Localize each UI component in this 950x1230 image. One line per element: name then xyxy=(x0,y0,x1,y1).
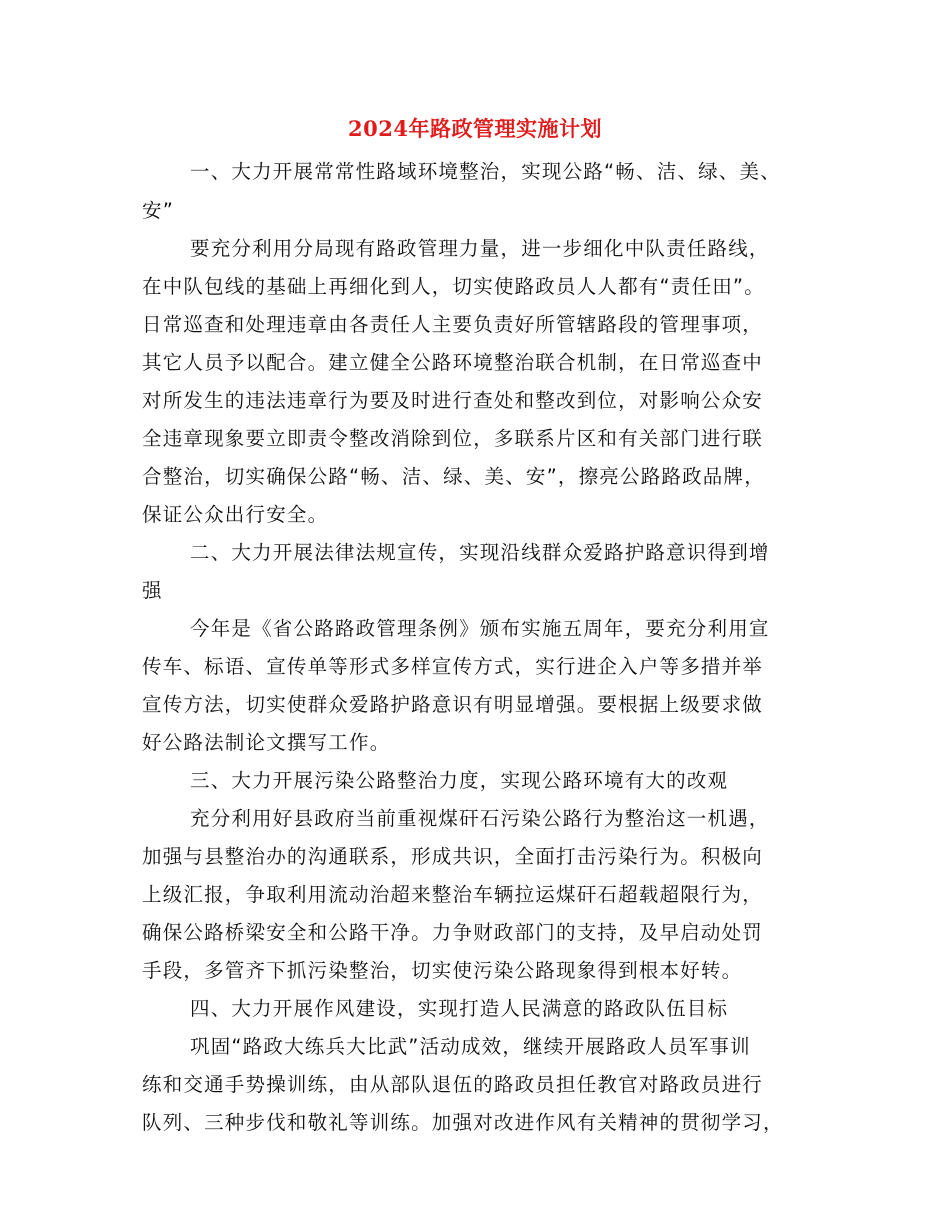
paragraph-line: 保证公众出行安全。 xyxy=(142,503,329,526)
paragraph-line: 传车、标语、宣传单等形式多样宣传方式，实行进企入户等多措并举 xyxy=(142,655,764,678)
paragraph-line: 今年是《省公路路政管理条例》颁布实施五周年，要充分利用宣 xyxy=(190,617,770,640)
paragraph-line: 日常巡查和处理违章由各责任人主要负责好所管辖路段的管理事项， xyxy=(142,313,764,336)
paragraph-line: 好公路法制论文撰写工作。 xyxy=(142,731,391,754)
paragraph-line: 在中队包线的基础上再细化到人，切实使路政员人人都有“责任田”。 xyxy=(142,275,765,298)
section-heading-3: 三、大力开展污染公路整治力度，实现公路环境有大的改观 xyxy=(190,769,729,792)
section-heading-4: 四、大力开展作风建设，实现打造人民满意的路政队伍目标 xyxy=(190,997,729,1020)
paragraph-line: 练和交通手势操训练，由从部队退伍的路政员担任教官对路政员进行 xyxy=(142,1073,764,1096)
paragraph-line: 宣传方法，切实使群众爱路护路意识有明显增强。要根据上级要求做 xyxy=(142,693,764,716)
paragraph-line: 其它人员予以配合。建立健全公路环境整治联合机制，在日常巡查中 xyxy=(142,351,764,374)
paragraph-line: 全违章现象要立即责令整改消除到位，多联系片区和有关部门进行联 xyxy=(142,427,764,450)
paragraph-line: 要充分利用分局现有路政管理力量，进一步细化中队责任路线， xyxy=(190,237,770,260)
paragraph-line: 上级汇报，争取利用流动治超来整治车辆拉运煤矸石超载超限行为， xyxy=(142,883,764,906)
paragraph-line: 手段，多管齐下抓污染整治，切实使污染公路现象得到根本好转。 xyxy=(142,959,743,982)
paragraph-line: 充分利用好县政府当前重视煤矸石污染公路行为整治这一机遇， xyxy=(190,807,770,830)
paragraph-line: 确保公路桥梁安全和公路干净。力争财政部门的支持，及早启动处罚 xyxy=(142,921,764,944)
section-heading-1-cont: 安” xyxy=(142,199,175,222)
paragraph-line: 队列、三种步伐和敬礼等训练。加强对改进作风有关精神的贯彻学习， xyxy=(142,1111,784,1134)
section-heading-2: 二、大力开展法律法规宣传，实现沿线群众爱路护路意识得到增 xyxy=(190,541,770,564)
section-heading-1: 一、大力开展常常性路域环境整治，实现公路“畅、洁、绿、美、 xyxy=(190,160,781,183)
document-title: 2024年路政管理实施计划 xyxy=(348,116,602,141)
paragraph-line: 巩固“路政大练兵大比武”活动成效，继续开展路政人员军事训 xyxy=(190,1035,751,1058)
paragraph-line: 合整治，切实确保公路“畅、洁、绿、美、安”，擦亮公路路政品牌， xyxy=(142,465,765,488)
section-heading-2-cont: 强 xyxy=(142,579,163,602)
paragraph-line: 对所发生的违法违章行为要及时进行查处和整改到位，对影响公众安 xyxy=(142,389,764,412)
paragraph-line: 加强与县整治办的沟通联系，形成共识，全面打击污染行为。积极向 xyxy=(142,845,764,868)
